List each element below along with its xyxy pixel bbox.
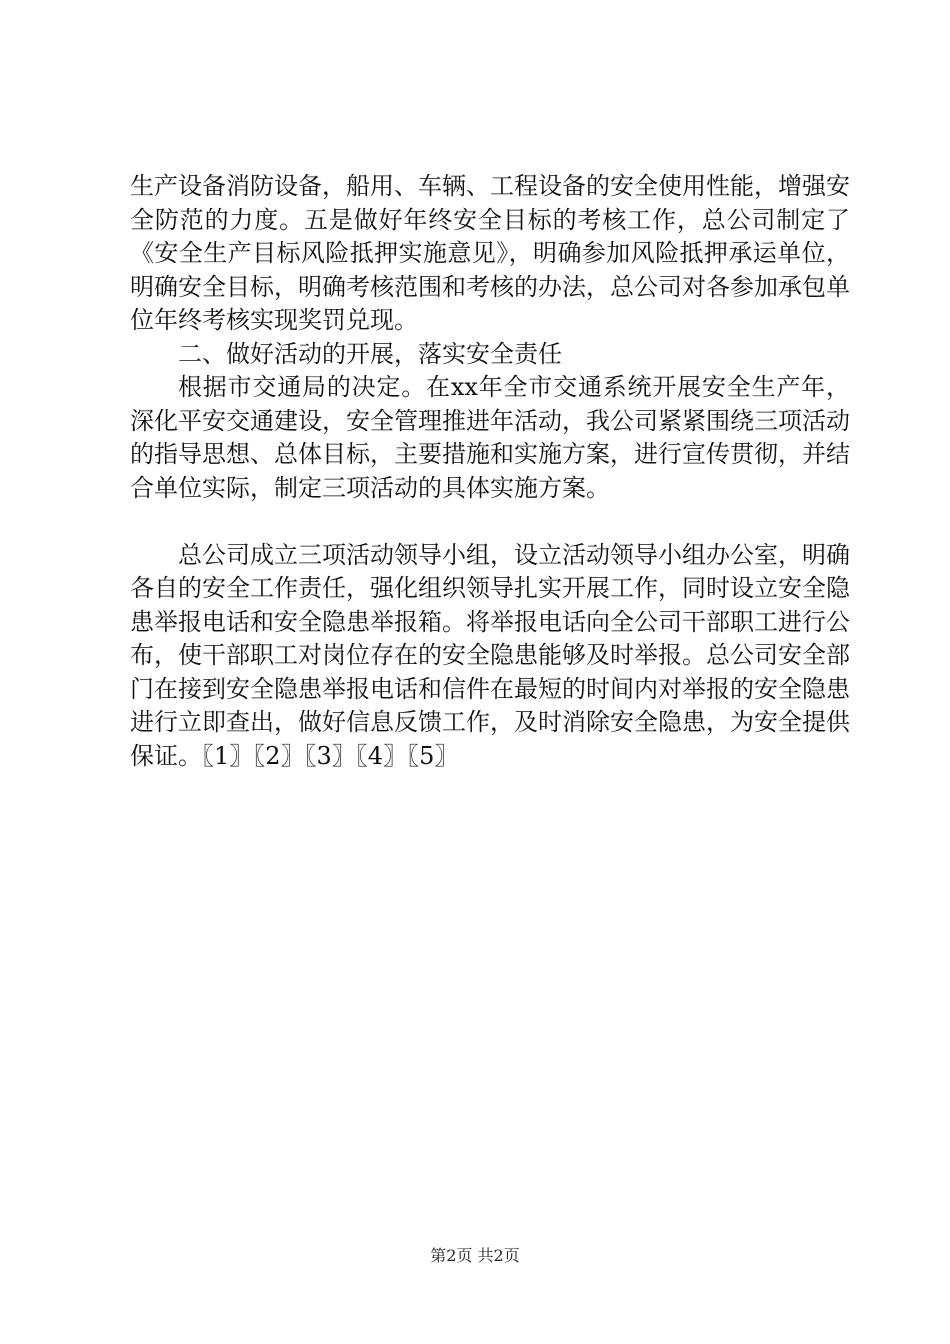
paragraph-spacer [130, 505, 850, 539]
paragraph-activities: 根据市交通局的决定。在xx年全市交通系统开展安全生产年，深化平安交通建设，安全管理推进年活动，我公司紧紧围绕三项活动的指导思想、总体目标，主要措施和实施方案，进行宣传贯彻，并结合单位实际，制定三项活动的具体实施方案。 [130, 373, 850, 502]
document-body [130, 170, 850, 773]
paragraph-continuation: 生产设备消防设备，船用、车辆、工程设备的安全使用性能，增强安全防范的力度。五是做好年终安全目标的考核工作，总公司制定了《安全生产目标风险抵押实施意见》，明确参加风险抵押承运单位，明确安全目标，明确考核范围和考核的办法，总公司对各参加承包单位年终考核实现奖罚兑现。 [130, 172, 850, 334]
paragraph-leadership: 总公司成立三项活动领导小组，设立活动领导小组办公室，明确各自的安全工作责任，强化组织领导扎实开展工作，同时设立安全隐患举报电话和安全隐患举报箱。将举报电话向全公司干部职工进行公布，使干部职工对岗位存在的安全隐患能够及时举报。总公司安全部门在接到安全隐患举报电话和信件在最短的时间内对举报的安全隐患进行立即查出，做好信息反馈工作，及时消除安全隐患，为安全提供保证。〖1〗〖2〗〖3〗〖4〗〖5〗 [130, 540, 850, 770]
page-footer: 第2页 共2页 [430, 1246, 520, 1265]
section-heading: 二、做好活动的开展，落实安全责任 [178, 339, 562, 368]
